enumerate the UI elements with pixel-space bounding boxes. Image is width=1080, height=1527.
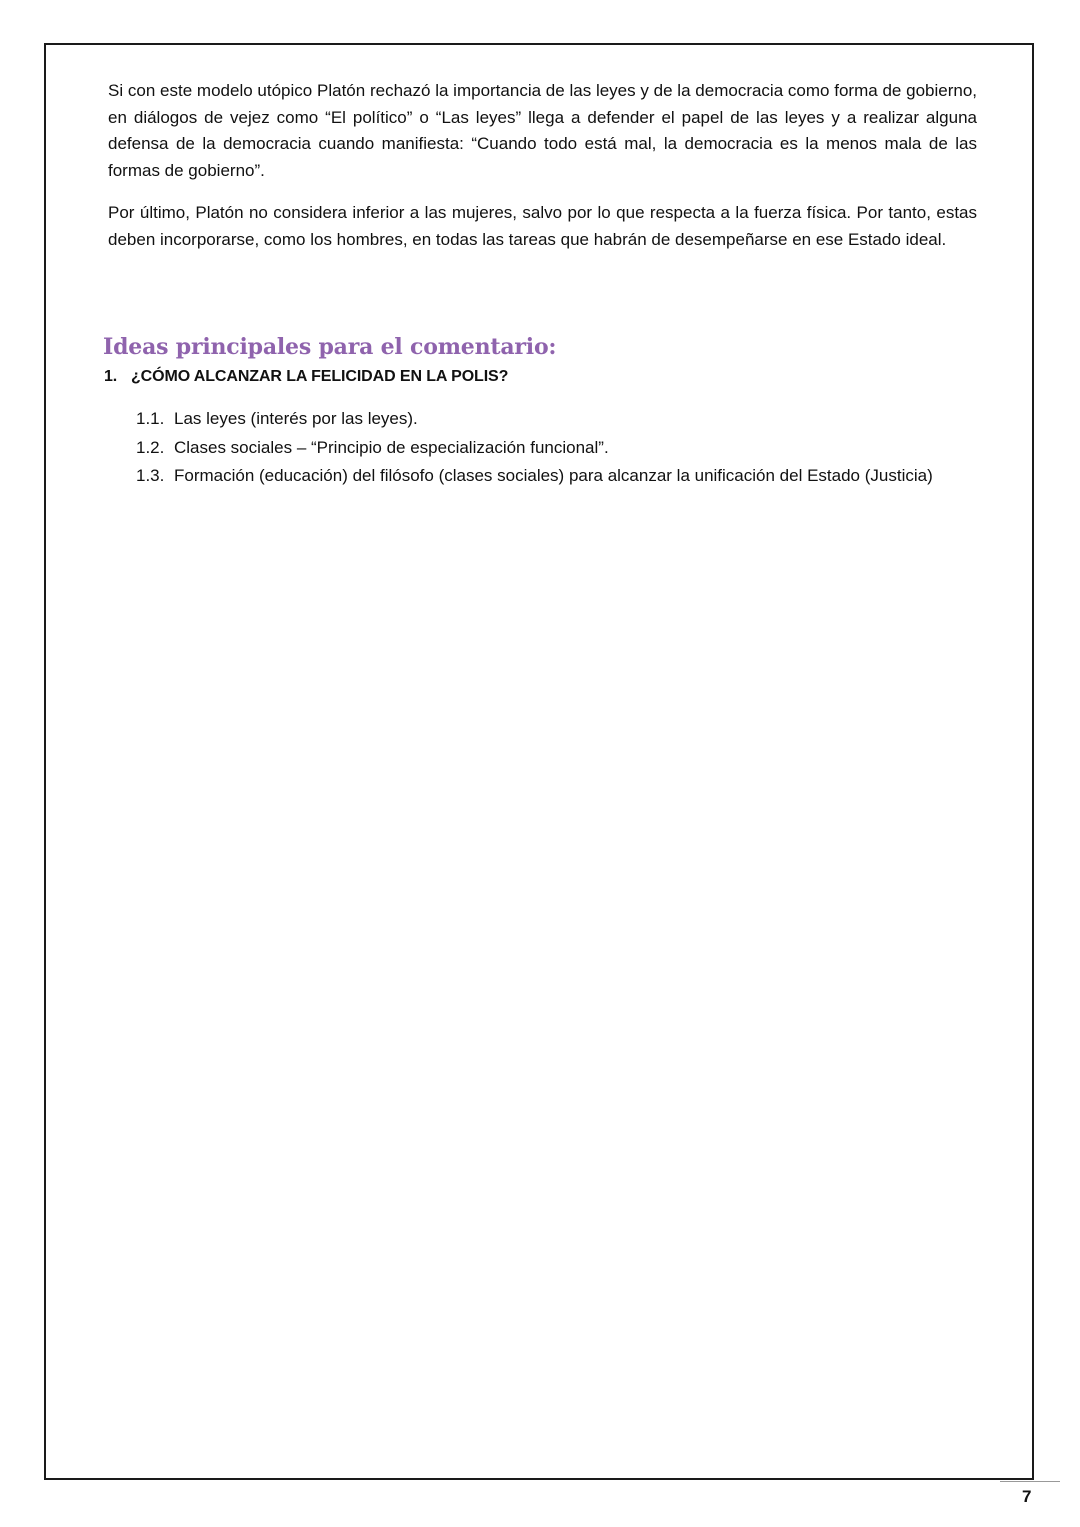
paragraph: Por último, Platón no considera inferior a las mujeres, salvo por lo que respecta a la fuerza física. Por tanto, estas deben incorporarse, como los hombres, en todas las tareas que habrán de desempeñarse en ese Estado ideal. <box>108 203 977 249</box>
list-item-text: Clases sociales – “Principio de especialización funcional”. <box>174 437 609 457</box>
list-item <box>136 405 1006 434</box>
list-item-text: Las leyes (interés por las leyes). <box>174 409 418 428</box>
footer-divider <box>1000 1481 1060 1482</box>
list-item-text: Formación (educación) del filósofo (clases sociales) para alcanzar la unificación del Estado (Justicia) <box>174 466 933 485</box>
page-number: 7 <box>1022 1487 1032 1506</box>
body-text <box>108 78 977 269</box>
list-item-number: 1.3. <box>136 466 165 485</box>
list-item-number: 1.2. <box>136 437 165 457</box>
list-title <box>104 368 508 386</box>
list-number: 1. <box>104 368 118 385</box>
list-title-text: ¿CÓMO ALCANZAR LA FELICIDAD EN LA POLIS? <box>131 368 509 385</box>
list-item <box>136 462 1006 491</box>
list-item-number: 1.1. <box>136 409 165 428</box>
list-item <box>136 434 1006 463</box>
paragraph: Si con este modelo utópico Platón rechazó la importancia de las leyes y de la democracia como forma de gobierno, en diálogos de vejez como “El político” o “Las leyes” llega a defender el papel de las leyes y a realizar alguna defensa de la democracia cuando manifiesta: “Cuando todo está mal, la democracia es la menos mala de las formas de gobierno”. <box>108 81 977 180</box>
sub-list <box>136 405 1006 491</box>
section-heading: Ideas principales para el comentario: <box>103 334 557 360</box>
